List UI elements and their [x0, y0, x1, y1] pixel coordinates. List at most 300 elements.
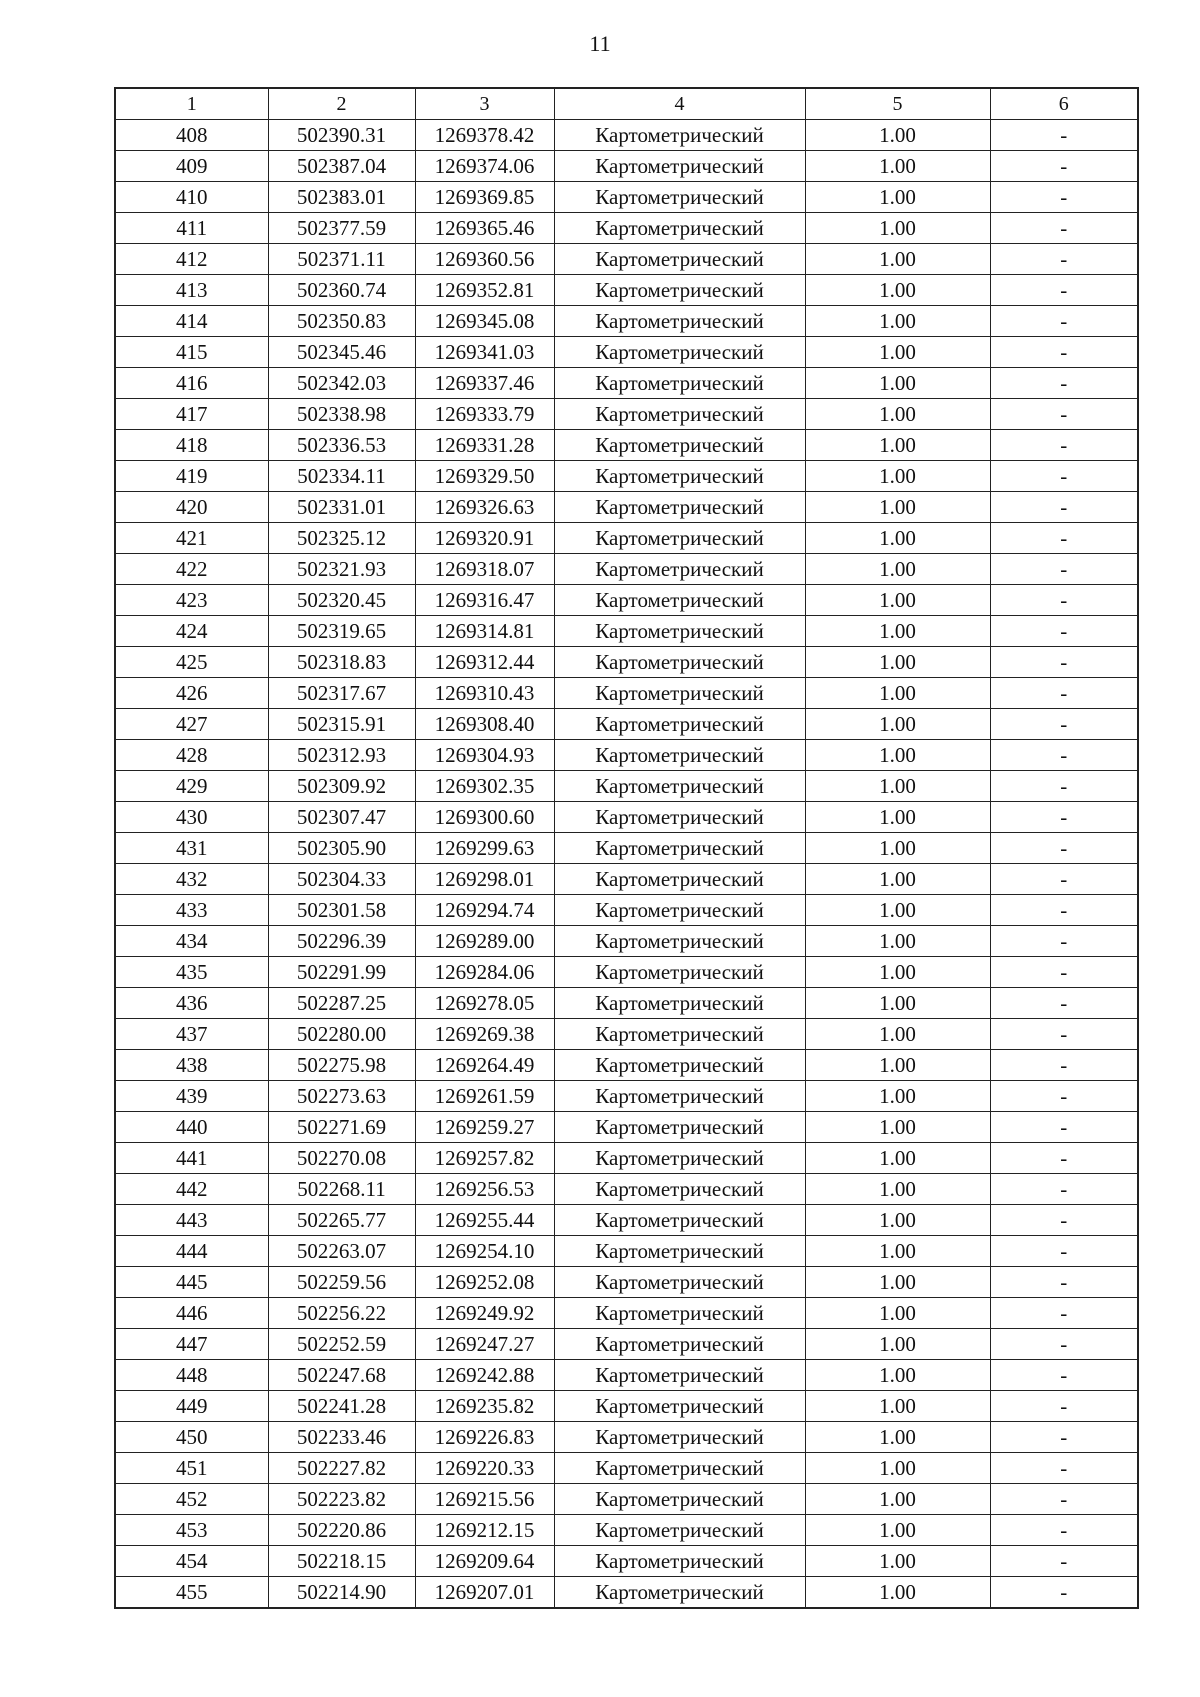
cell-y-coordinate: 1269352.81 [415, 275, 554, 306]
cell-note: - [990, 213, 1138, 244]
table-row [115, 1050, 1138, 1081]
cell-method: Картометрический [554, 895, 805, 926]
cell-accuracy: 1.00 [805, 1360, 990, 1391]
cell-accuracy: 1.00 [805, 306, 990, 337]
cell-method: Картометрический [554, 678, 805, 709]
coordinates-table [114, 87, 1139, 1609]
table-row [115, 1546, 1138, 1577]
cell-point-number: 420 [115, 492, 268, 523]
cell-note: - [990, 151, 1138, 182]
cell-point-number: 438 [115, 1050, 268, 1081]
cell-x-coordinate: 502270.08 [268, 1143, 415, 1174]
cell-y-coordinate: 1269378.42 [415, 120, 554, 151]
table-row [115, 833, 1138, 864]
table-row [115, 337, 1138, 368]
cell-accuracy: 1.00 [805, 647, 990, 678]
cell-method: Картометрический [554, 585, 805, 616]
cell-x-coordinate: 502227.82 [268, 1453, 415, 1484]
cell-method: Картометрический [554, 1515, 805, 1546]
cell-accuracy: 1.00 [805, 1081, 990, 1112]
cell-y-coordinate: 1269269.38 [415, 1019, 554, 1050]
cell-accuracy: 1.00 [805, 1019, 990, 1050]
cell-x-coordinate: 502296.39 [268, 926, 415, 957]
cell-method: Картометрический [554, 1391, 805, 1422]
cell-y-coordinate: 1269278.05 [415, 988, 554, 1019]
cell-note: - [990, 492, 1138, 523]
cell-point-number: 432 [115, 864, 268, 895]
cell-method: Картометрический [554, 709, 805, 740]
cell-method: Картометрический [554, 1081, 805, 1112]
table-row [115, 895, 1138, 926]
table-row [115, 1267, 1138, 1298]
cell-y-coordinate: 1269300.60 [415, 802, 554, 833]
cell-point-number: 450 [115, 1422, 268, 1453]
cell-note: - [990, 1205, 1138, 1236]
cell-note: - [990, 709, 1138, 740]
cell-method: Картометрический [554, 1422, 805, 1453]
cell-point-number: 430 [115, 802, 268, 833]
cell-point-number: 431 [115, 833, 268, 864]
cell-point-number: 448 [115, 1360, 268, 1391]
cell-point-number: 443 [115, 1205, 268, 1236]
cell-note: - [990, 1546, 1138, 1577]
cell-method: Картометрический [554, 244, 805, 275]
table-row [115, 926, 1138, 957]
cell-note: - [990, 771, 1138, 802]
cell-y-coordinate: 1269259.27 [415, 1112, 554, 1143]
cell-method: Картометрический [554, 213, 805, 244]
cell-method: Картометрический [554, 1360, 805, 1391]
table-row [115, 430, 1138, 461]
column-header-6: 6 [990, 88, 1138, 120]
table-row [115, 1453, 1138, 1484]
cell-point-number: 452 [115, 1484, 268, 1515]
cell-x-coordinate: 502304.33 [268, 864, 415, 895]
cell-accuracy: 1.00 [805, 1515, 990, 1546]
cell-y-coordinate: 1269329.50 [415, 461, 554, 492]
cell-point-number: 409 [115, 151, 268, 182]
cell-x-coordinate: 502252.59 [268, 1329, 415, 1360]
cell-accuracy: 1.00 [805, 182, 990, 213]
table-row [115, 492, 1138, 523]
cell-note: - [990, 1143, 1138, 1174]
cell-accuracy: 1.00 [805, 430, 990, 461]
cell-note: - [990, 1267, 1138, 1298]
cell-method: Картометрический [554, 1329, 805, 1360]
cell-note: - [990, 585, 1138, 616]
cell-method: Картометрический [554, 523, 805, 554]
cell-method: Картометрический [554, 1298, 805, 1329]
cell-point-number: 433 [115, 895, 268, 926]
cell-accuracy: 1.00 [805, 244, 990, 275]
cell-accuracy: 1.00 [805, 740, 990, 771]
cell-y-coordinate: 1269289.00 [415, 926, 554, 957]
cell-point-number: 446 [115, 1298, 268, 1329]
table-row [115, 1174, 1138, 1205]
cell-accuracy: 1.00 [805, 616, 990, 647]
cell-accuracy: 1.00 [805, 120, 990, 151]
cell-method: Картометрический [554, 926, 805, 957]
table-row [115, 802, 1138, 833]
cell-x-coordinate: 502280.00 [268, 1019, 415, 1050]
cell-note: - [990, 926, 1138, 957]
cell-y-coordinate: 1269345.08 [415, 306, 554, 337]
cell-note: - [990, 1236, 1138, 1267]
cell-x-coordinate: 502383.01 [268, 182, 415, 213]
cell-method: Картометрический [554, 616, 805, 647]
table-row [115, 647, 1138, 678]
cell-x-coordinate: 502321.93 [268, 554, 415, 585]
cell-x-coordinate: 502390.31 [268, 120, 415, 151]
cell-x-coordinate: 502320.45 [268, 585, 415, 616]
cell-x-coordinate: 502247.68 [268, 1360, 415, 1391]
cell-point-number: 424 [115, 616, 268, 647]
cell-y-coordinate: 1269374.06 [415, 151, 554, 182]
cell-note: - [990, 1484, 1138, 1515]
cell-note: - [990, 275, 1138, 306]
cell-method: Картометрический [554, 430, 805, 461]
cell-accuracy: 1.00 [805, 709, 990, 740]
cell-y-coordinate: 1269316.47 [415, 585, 554, 616]
cell-method: Картометрический [554, 1174, 805, 1205]
table-row [115, 275, 1138, 306]
cell-y-coordinate: 1269326.63 [415, 492, 554, 523]
cell-point-number: 440 [115, 1112, 268, 1143]
cell-note: - [990, 244, 1138, 275]
cell-x-coordinate: 502342.03 [268, 368, 415, 399]
cell-y-coordinate: 1269264.49 [415, 1050, 554, 1081]
cell-x-coordinate: 502223.82 [268, 1484, 415, 1515]
table-row [115, 1515, 1138, 1546]
table-row [115, 368, 1138, 399]
cell-accuracy: 1.00 [805, 864, 990, 895]
cell-note: - [990, 399, 1138, 430]
cell-point-number: 441 [115, 1143, 268, 1174]
cell-y-coordinate: 1269331.28 [415, 430, 554, 461]
cell-point-number: 428 [115, 740, 268, 771]
column-header-1: 1 [115, 88, 268, 120]
table-row [115, 399, 1138, 430]
cell-point-number: 418 [115, 430, 268, 461]
cell-note: - [990, 306, 1138, 337]
cell-note: - [990, 554, 1138, 585]
cell-x-coordinate: 502301.58 [268, 895, 415, 926]
cell-point-number: 413 [115, 275, 268, 306]
cell-point-number: 416 [115, 368, 268, 399]
table-row [115, 213, 1138, 244]
table-row [115, 1143, 1138, 1174]
cell-x-coordinate: 502256.22 [268, 1298, 415, 1329]
cell-y-coordinate: 1269360.56 [415, 244, 554, 275]
cell-y-coordinate: 1269257.82 [415, 1143, 554, 1174]
cell-note: - [990, 1515, 1138, 1546]
cell-method: Картометрический [554, 275, 805, 306]
cell-note: - [990, 430, 1138, 461]
cell-y-coordinate: 1269226.83 [415, 1422, 554, 1453]
cell-note: - [990, 1360, 1138, 1391]
cell-x-coordinate: 502291.99 [268, 957, 415, 988]
cell-y-coordinate: 1269220.33 [415, 1453, 554, 1484]
cell-method: Картометрический [554, 833, 805, 864]
cell-point-number: 449 [115, 1391, 268, 1422]
cell-y-coordinate: 1269333.79 [415, 399, 554, 430]
cell-note: - [990, 337, 1138, 368]
cell-note: - [990, 678, 1138, 709]
cell-accuracy: 1.00 [805, 1236, 990, 1267]
cell-note: - [990, 1453, 1138, 1484]
cell-point-number: 422 [115, 554, 268, 585]
cell-x-coordinate: 502271.69 [268, 1112, 415, 1143]
cell-accuracy: 1.00 [805, 492, 990, 523]
cell-x-coordinate: 502387.04 [268, 151, 415, 182]
cell-method: Картометрический [554, 554, 805, 585]
cell-method: Картометрический [554, 1236, 805, 1267]
cell-accuracy: 1.00 [805, 368, 990, 399]
cell-method: Картометрический [554, 1267, 805, 1298]
cell-accuracy: 1.00 [805, 275, 990, 306]
cell-accuracy: 1.00 [805, 399, 990, 430]
cell-note: - [990, 1391, 1138, 1422]
cell-note: - [990, 647, 1138, 678]
cell-point-number: 447 [115, 1329, 268, 1360]
cell-x-coordinate: 502345.46 [268, 337, 415, 368]
cell-y-coordinate: 1269302.35 [415, 771, 554, 802]
cell-point-number: 435 [115, 957, 268, 988]
cell-y-coordinate: 1269212.15 [415, 1515, 554, 1546]
cell-method: Картометрический [554, 1453, 805, 1484]
cell-x-coordinate: 502218.15 [268, 1546, 415, 1577]
cell-accuracy: 1.00 [805, 771, 990, 802]
cell-point-number: 451 [115, 1453, 268, 1484]
cell-point-number: 419 [115, 461, 268, 492]
cell-accuracy: 1.00 [805, 151, 990, 182]
cell-method: Картометрический [554, 306, 805, 337]
cell-point-number: 437 [115, 1019, 268, 1050]
column-header-5: 5 [805, 88, 990, 120]
cell-x-coordinate: 502273.63 [268, 1081, 415, 1112]
cell-x-coordinate: 502309.92 [268, 771, 415, 802]
table-row [115, 1081, 1138, 1112]
cell-x-coordinate: 502371.11 [268, 244, 415, 275]
table-row [115, 306, 1138, 337]
table-header-row [115, 88, 1138, 120]
cell-accuracy: 1.00 [805, 1329, 990, 1360]
cell-y-coordinate: 1269255.44 [415, 1205, 554, 1236]
cell-y-coordinate: 1269312.44 [415, 647, 554, 678]
cell-x-coordinate: 502287.25 [268, 988, 415, 1019]
cell-x-coordinate: 502312.93 [268, 740, 415, 771]
column-header-3: 3 [415, 88, 554, 120]
table-row [115, 120, 1138, 151]
cell-point-number: 436 [115, 988, 268, 1019]
cell-x-coordinate: 502360.74 [268, 275, 415, 306]
cell-x-coordinate: 502338.98 [268, 399, 415, 430]
cell-accuracy: 1.00 [805, 1298, 990, 1329]
cell-accuracy: 1.00 [805, 213, 990, 244]
table-row [115, 1236, 1138, 1267]
cell-note: - [990, 368, 1138, 399]
cell-x-coordinate: 502350.83 [268, 306, 415, 337]
cell-point-number: 427 [115, 709, 268, 740]
cell-method: Картометрический [554, 337, 805, 368]
cell-note: - [990, 1019, 1138, 1050]
cell-method: Картометрический [554, 182, 805, 213]
cell-y-coordinate: 1269320.91 [415, 523, 554, 554]
table-row [115, 1484, 1138, 1515]
cell-x-coordinate: 502220.86 [268, 1515, 415, 1546]
table-row [115, 182, 1138, 213]
cell-note: - [990, 1112, 1138, 1143]
cell-method: Картометрический [554, 120, 805, 151]
cell-y-coordinate: 1269298.01 [415, 864, 554, 895]
cell-note: - [990, 1298, 1138, 1329]
cell-note: - [990, 1329, 1138, 1360]
column-header-4: 4 [554, 88, 805, 120]
table-row [115, 1205, 1138, 1236]
cell-note: - [990, 833, 1138, 864]
cell-y-coordinate: 1269284.06 [415, 957, 554, 988]
cell-accuracy: 1.00 [805, 337, 990, 368]
cell-point-number: 439 [115, 1081, 268, 1112]
cell-note: - [990, 740, 1138, 771]
cell-y-coordinate: 1269254.10 [415, 1236, 554, 1267]
table-row [115, 678, 1138, 709]
cell-method: Картометрический [554, 771, 805, 802]
table-row [115, 1329, 1138, 1360]
table-row [115, 771, 1138, 802]
table-row [115, 1577, 1138, 1609]
table-row [115, 1360, 1138, 1391]
cell-x-coordinate: 502315.91 [268, 709, 415, 740]
cell-note: - [990, 461, 1138, 492]
cell-method: Картометрический [554, 399, 805, 430]
cell-point-number: 426 [115, 678, 268, 709]
cell-method: Картометрический [554, 1019, 805, 1050]
cell-note: - [990, 802, 1138, 833]
cell-accuracy: 1.00 [805, 585, 990, 616]
cell-note: - [990, 1050, 1138, 1081]
cell-accuracy: 1.00 [805, 1112, 990, 1143]
cell-accuracy: 1.00 [805, 895, 990, 926]
table-row [115, 957, 1138, 988]
cell-note: - [990, 864, 1138, 895]
cell-note: - [990, 1422, 1138, 1453]
cell-accuracy: 1.00 [805, 1422, 990, 1453]
cell-y-coordinate: 1269341.03 [415, 337, 554, 368]
cell-y-coordinate: 1269308.40 [415, 709, 554, 740]
cell-accuracy: 1.00 [805, 833, 990, 864]
table-row [115, 1422, 1138, 1453]
cell-x-coordinate: 502241.28 [268, 1391, 415, 1422]
cell-accuracy: 1.00 [805, 1577, 990, 1609]
cell-note: - [990, 182, 1138, 213]
table-row [115, 1391, 1138, 1422]
cell-x-coordinate: 502268.11 [268, 1174, 415, 1205]
cell-method: Картометрический [554, 802, 805, 833]
cell-x-coordinate: 502377.59 [268, 213, 415, 244]
cell-point-number: 425 [115, 647, 268, 678]
column-header-2: 2 [268, 88, 415, 120]
cell-method: Картометрический [554, 492, 805, 523]
cell-point-number: 429 [115, 771, 268, 802]
cell-x-coordinate: 502214.90 [268, 1577, 415, 1609]
table-row [115, 740, 1138, 771]
table-body [115, 120, 1138, 1609]
cell-x-coordinate: 502307.47 [268, 802, 415, 833]
cell-note: - [990, 523, 1138, 554]
cell-point-number: 453 [115, 1515, 268, 1546]
table-row [115, 151, 1138, 182]
cell-point-number: 454 [115, 1546, 268, 1577]
cell-method: Картометрический [554, 1050, 805, 1081]
cell-point-number: 434 [115, 926, 268, 957]
cell-accuracy: 1.00 [805, 1546, 990, 1577]
cell-y-coordinate: 1269318.07 [415, 554, 554, 585]
cell-accuracy: 1.00 [805, 1143, 990, 1174]
cell-method: Картометрический [554, 1484, 805, 1515]
cell-accuracy: 1.00 [805, 1453, 990, 1484]
cell-y-coordinate: 1269209.64 [415, 1546, 554, 1577]
cell-accuracy: 1.00 [805, 461, 990, 492]
cell-point-number: 411 [115, 213, 268, 244]
cell-method: Картометрический [554, 988, 805, 1019]
cell-point-number: 444 [115, 1236, 268, 1267]
cell-x-coordinate: 502265.77 [268, 1205, 415, 1236]
table-row [115, 1298, 1138, 1329]
cell-point-number: 442 [115, 1174, 268, 1205]
cell-y-coordinate: 1269304.93 [415, 740, 554, 771]
cell-accuracy: 1.00 [805, 957, 990, 988]
cell-y-coordinate: 1269215.56 [415, 1484, 554, 1515]
cell-x-coordinate: 502263.07 [268, 1236, 415, 1267]
cell-point-number: 414 [115, 306, 268, 337]
cell-note: - [990, 1577, 1138, 1609]
cell-y-coordinate: 1269252.08 [415, 1267, 554, 1298]
cell-note: - [990, 1081, 1138, 1112]
cell-accuracy: 1.00 [805, 1391, 990, 1422]
page-number: 11 [589, 31, 611, 56]
cell-accuracy: 1.00 [805, 678, 990, 709]
cell-point-number: 421 [115, 523, 268, 554]
cell-x-coordinate: 502325.12 [268, 523, 415, 554]
cell-method: Картометрический [554, 647, 805, 678]
cell-accuracy: 1.00 [805, 554, 990, 585]
cell-x-coordinate: 502334.11 [268, 461, 415, 492]
cell-y-coordinate: 1269299.63 [415, 833, 554, 864]
cell-accuracy: 1.00 [805, 1484, 990, 1515]
table-row [115, 709, 1138, 740]
cell-y-coordinate: 1269207.01 [415, 1577, 554, 1609]
cell-note: - [990, 1174, 1138, 1205]
cell-method: Картометрический [554, 1205, 805, 1236]
cell-point-number: 417 [115, 399, 268, 430]
cell-accuracy: 1.00 [805, 802, 990, 833]
cell-method: Картометрический [554, 1577, 805, 1609]
cell-method: Картометрический [554, 1112, 805, 1143]
cell-x-coordinate: 502318.83 [268, 647, 415, 678]
cell-point-number: 408 [115, 120, 268, 151]
cell-method: Картометрический [554, 151, 805, 182]
cell-point-number: 455 [115, 1577, 268, 1609]
table-row [115, 616, 1138, 647]
cell-method: Картометрический [554, 957, 805, 988]
cell-y-coordinate: 1269337.46 [415, 368, 554, 399]
cell-y-coordinate: 1269235.82 [415, 1391, 554, 1422]
cell-y-coordinate: 1269261.59 [415, 1081, 554, 1112]
cell-method: Картометрический [554, 740, 805, 771]
cell-x-coordinate: 502331.01 [268, 492, 415, 523]
cell-method: Картометрический [554, 864, 805, 895]
